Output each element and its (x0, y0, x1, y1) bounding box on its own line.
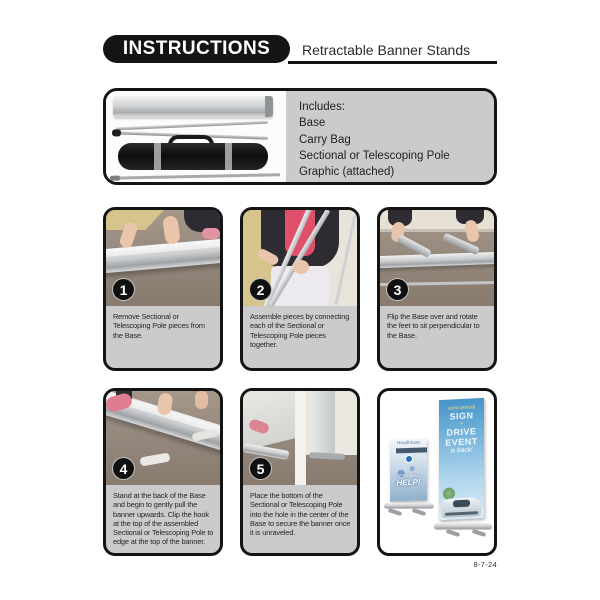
base-foot-image (243, 443, 289, 460)
step-5-caption: Place the bottom of the Sectional or Telescoping Pole into the hole in the center of the Base to secure the banner once it is unraveled. (250, 491, 351, 538)
step-1-photo (106, 210, 220, 306)
tall-banner-text: DRIVE (446, 426, 477, 438)
small-banner-text: HELP! (396, 477, 421, 488)
step-card-2 (240, 207, 360, 371)
step-4-caption: Stand at the back of the Base and begin to gently pull the banner upwards. Clip the hook at the top of the assembled Sectional or Telescoping Pole to edge at the top of the banner. (113, 491, 214, 547)
step-number-badge: 1 (112, 278, 135, 301)
tall-banner-text: EVENT (445, 436, 478, 448)
bag-strap-image (154, 143, 161, 170)
step-card-5 (240, 388, 360, 556)
small-banner-logo (405, 455, 413, 463)
step-card-3 (377, 207, 497, 371)
small-banner-graphic (390, 438, 427, 501)
base-foot-image (309, 452, 345, 460)
car-image (442, 497, 481, 518)
kit-contents-photo (106, 91, 286, 182)
includes-item: Base (299, 117, 326, 130)
hand-image (162, 215, 181, 245)
telescoping-pole-image (110, 173, 280, 179)
foot-image (195, 391, 208, 409)
banner-surface-image (313, 391, 335, 453)
small-banner-header: Healthcare (396, 440, 421, 447)
step-number-badge: 3 (386, 278, 409, 301)
tall-banner-script: semi-annual (447, 404, 476, 412)
step-3-photo (380, 210, 494, 306)
includes-box (103, 88, 497, 185)
base-foot-image (412, 508, 427, 516)
instructions-badge (103, 35, 290, 63)
base-unit-image (434, 523, 492, 530)
step-4-photo (106, 391, 220, 485)
includes-list (286, 91, 494, 182)
tall-banner-text: + (459, 420, 464, 428)
base-foot-image (446, 529, 461, 537)
includes-title: Includes: (299, 101, 346, 113)
bag-strap-image (225, 143, 232, 170)
revision-date: 8-7-24 (473, 560, 497, 569)
base-foot-image (388, 508, 403, 516)
step-5-photo (243, 391, 357, 485)
step-1-caption: Remove Sectional or Telescoping Pole pieces from the Base. (113, 312, 205, 340)
step-2-caption: Assemble pieces by connecting each of the Sectional or Telescoping Pole pieces together. (250, 312, 350, 349)
page-title: Retractable Banner Stands (302, 42, 471, 58)
step-number-badge: 5 (249, 457, 272, 480)
instructions-badge-label: INSTRUCTIONS (122, 38, 271, 59)
step-number-badge: 2 (249, 278, 272, 301)
tall-banner-script: is back! (450, 446, 473, 455)
tall-banner-text: SIGN (449, 410, 474, 422)
step-3-caption: Flip the Base over and rotate the feet to sit perpendicular to the Base. (387, 312, 480, 340)
carry-bag-image (118, 143, 268, 170)
step-2-photo (243, 210, 357, 306)
base-foot-image (139, 452, 170, 466)
small-banner-text: WE'RE HERE (394, 472, 423, 479)
tall-banner-graphic (439, 398, 484, 520)
includes-item: Graphic (attached) (299, 166, 395, 179)
header-underline (288, 61, 497, 64)
base-unit-image (113, 96, 273, 117)
small-banner-band (396, 447, 427, 453)
step-card-1 (103, 207, 223, 371)
shoe-image (202, 228, 220, 239)
finished-stands-photo (377, 388, 497, 556)
banner-edge-image (295, 391, 306, 485)
base-foot-image (472, 529, 487, 537)
includes-item: Carry Bag (299, 133, 351, 146)
step-number-badge: 4 (112, 457, 135, 480)
pole-piece-image (116, 121, 268, 131)
step-card-4 (103, 388, 223, 556)
hand-image (293, 260, 309, 274)
base-unit-image (380, 252, 494, 268)
includes-item: Sectional or Telescoping Pole (299, 149, 450, 162)
